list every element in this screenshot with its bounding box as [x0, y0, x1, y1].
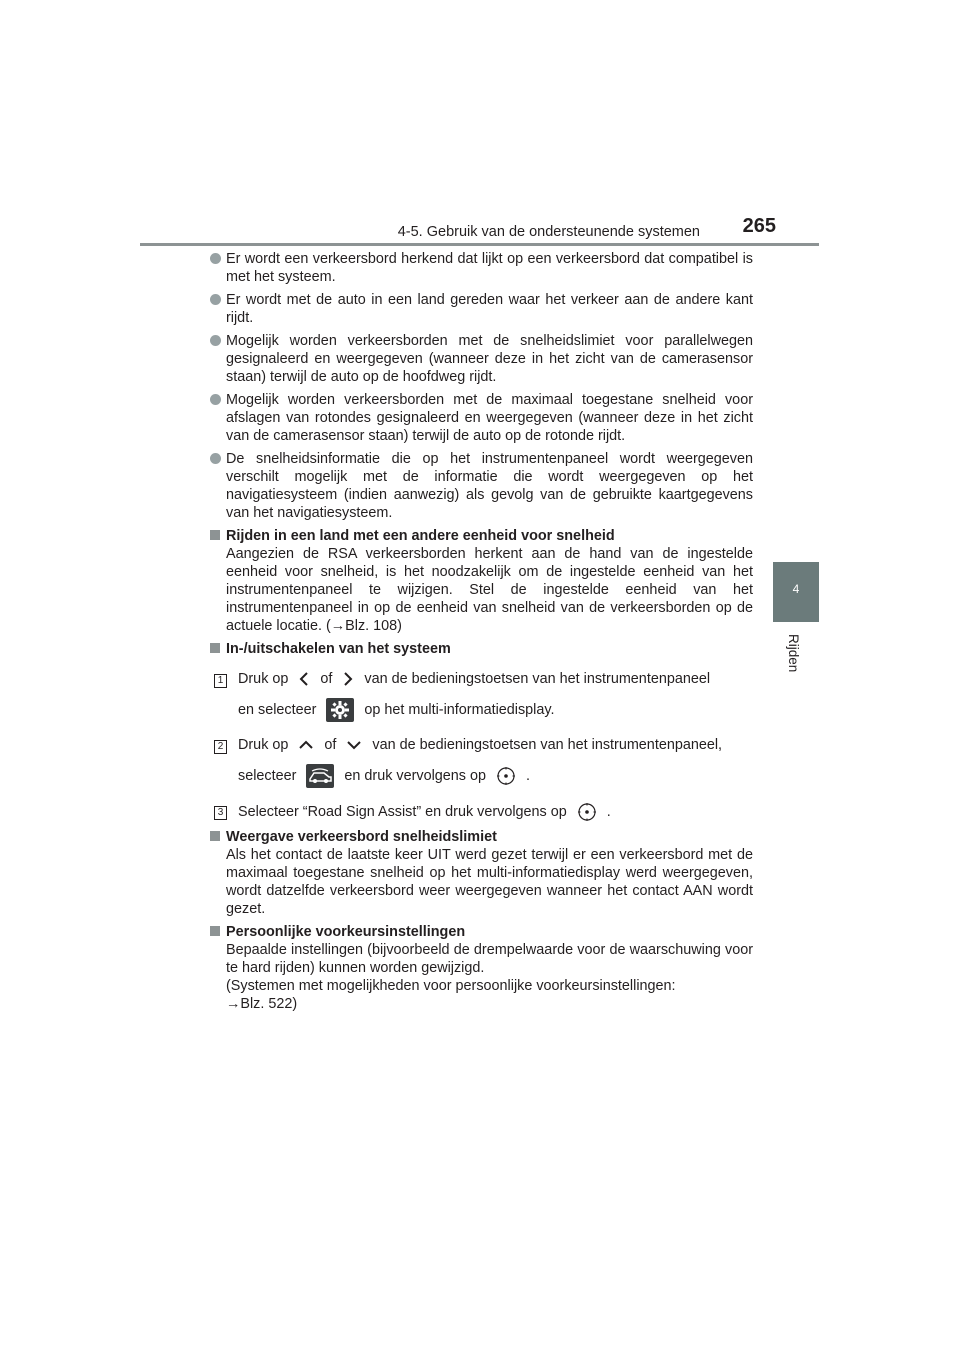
step-text: of — [320, 671, 333, 687]
heading-text: In-/uitschakelen van het systeem — [226, 641, 451, 657]
chevron-left-icon — [298, 671, 310, 687]
bullet-text: Mogelijk worden verkeersborden met de snelheidslimiet voor parallelwegen gesignaleerd en weergegeven (wanneer deze in het zicht van de camerasensor staan) terwijl de auto op de hoofdweg rijdt. — [226, 333, 753, 385]
step-1 — [208, 670, 753, 722]
bullet-item — [208, 291, 753, 327]
step-2 — [208, 736, 753, 788]
chapter-label: Rijden — [786, 634, 801, 673]
step-line-2 — [238, 698, 753, 722]
chevron-right-icon — [342, 671, 354, 687]
step-text: Selecteer “Road Sign Assist” en druk vervolgens op — [238, 803, 567, 820]
square-marker-icon — [210, 926, 220, 936]
step-text: . — [526, 767, 531, 784]
bullet-text: De snelheidsinformatie die op het instrumentenpaneel wordt weergegeven verschilt mogelijk met de informatie die wordt weergegeven op het navigatiesysteem (indien aanwezig) als gevolg van de gebruikte kaartgegevens van het navigatiesysteem. — [226, 451, 753, 521]
section-title: 4-5. Gebruik van de ondersteunende systemen — [397, 224, 700, 240]
step-text: en druk vervolgens op — [344, 767, 487, 784]
step-line-2 — [238, 764, 753, 788]
square-marker-icon — [210, 831, 220, 841]
heading-text: Rijden in een land met een andere eenheid voor snelheid — [226, 528, 615, 544]
bullet-dot-icon — [210, 335, 221, 346]
chapter-label-container — [781, 632, 811, 672]
bullet-dot-icon — [210, 394, 221, 405]
personal-text: Bepaalde instellingen (bijvoorbeeld de drempelwaarde voor de waarschuwing voor te hard rijden) kunnen worden gewijzigd. — [226, 942, 753, 976]
personal-text-2: (Systemen met mogelijkheden voor persoonlijke voorkeursinstellingen: — [226, 978, 676, 994]
step-number-box: 2 — [214, 740, 227, 754]
section-heading-onoff — [208, 640, 753, 658]
step-text: selecteer — [238, 767, 297, 784]
heading-text: Weergave verkeersbord snelheidslimiet — [226, 829, 497, 845]
paragraph-units: Aangezien de RSA verkeersborden herkent aan de hand van de ingestelde eenheid voor snelheid, is het noodzakelijk om de ingestelde eenheid van het instrumentenpaneel te wijzigen. Stel de ingestelde eenheid van het instrumentenpaneel in op de eenheid van snelheid van de verkeersborden op de actuele locatie. (→Blz. 108) — [226, 546, 753, 634]
step-text: en selecteer — [238, 701, 317, 718]
personal-text-3: →Blz. 522) — [226, 996, 298, 1012]
paragraph-display: Als het contact de laatste keer UIT werd gezet terwijl er een verkeersbord met de maximaal toegestane snelheid op het multi-informatiedisplay werd weergegeven, wordt datzelfde verkeersbord weer weergegeven wanneer het contact AAN wordt gezet. — [226, 847, 753, 917]
step-number-box: 1 — [214, 674, 227, 688]
step-text: Druk op — [238, 737, 289, 753]
page-number: 265 — [742, 215, 776, 237]
content — [208, 250, 753, 1013]
bullet-dot-icon — [210, 253, 221, 264]
step-text: van de bedieningstoetsen van het instrumentenpaneel — [364, 671, 711, 687]
section-heading-display — [208, 828, 753, 846]
bullet-item — [208, 391, 753, 445]
step-text: op het multi-informatiedisplay. — [364, 701, 555, 718]
bullet-dot-icon — [210, 294, 221, 305]
settings-gear-icon — [326, 698, 354, 722]
square-marker-icon — [210, 530, 220, 540]
section-heading-personal — [208, 923, 753, 941]
square-marker-icon — [210, 643, 220, 653]
step-3 — [208, 802, 753, 822]
chevron-down-icon — [346, 739, 362, 751]
step-text: of — [324, 737, 337, 753]
section-heading-units — [208, 527, 753, 545]
paragraph-personal — [208, 941, 753, 1013]
chapter-tab — [773, 562, 819, 622]
bullet-dot-icon — [210, 453, 221, 464]
step-text: . — [606, 803, 611, 820]
bullet-text: Er wordt met de auto in een land gereden waar het verkeer aan de andere kant rijdt. — [226, 292, 753, 326]
step-text: van de bedieningstoetsen van het instrumentenpaneel, — [372, 737, 723, 753]
heading-text: Persoonlijke voorkeursinstellingen — [226, 924, 466, 940]
chevron-up-icon — [298, 739, 314, 751]
bullet-item — [208, 450, 753, 522]
ok-button-icon — [496, 766, 516, 786]
bullet-text: Mogelijk worden verkeersborden met de maximaal toegestane snelheid voor afslagen van rotondes gesignaleerd en weergegeven (wanneer deze in het zicht van de camerasensor staan) terwijl de auto op de rotonde rijdt. — [226, 392, 753, 444]
step-text: Druk op — [238, 671, 289, 687]
bullet-text: Er wordt een verkeersbord herkend dat lijkt op een verkeersbord dat compatibel is met het systeem. — [226, 251, 753, 285]
step-number-box: 3 — [214, 806, 227, 820]
bullet-item — [208, 250, 753, 286]
chapter-number: 4 — [792, 582, 800, 596]
header-rule — [140, 243, 819, 246]
bullet-item — [208, 332, 753, 386]
ok-button-icon — [577, 802, 597, 822]
car-assist-icon — [306, 764, 334, 788]
page-header — [396, 214, 776, 244]
